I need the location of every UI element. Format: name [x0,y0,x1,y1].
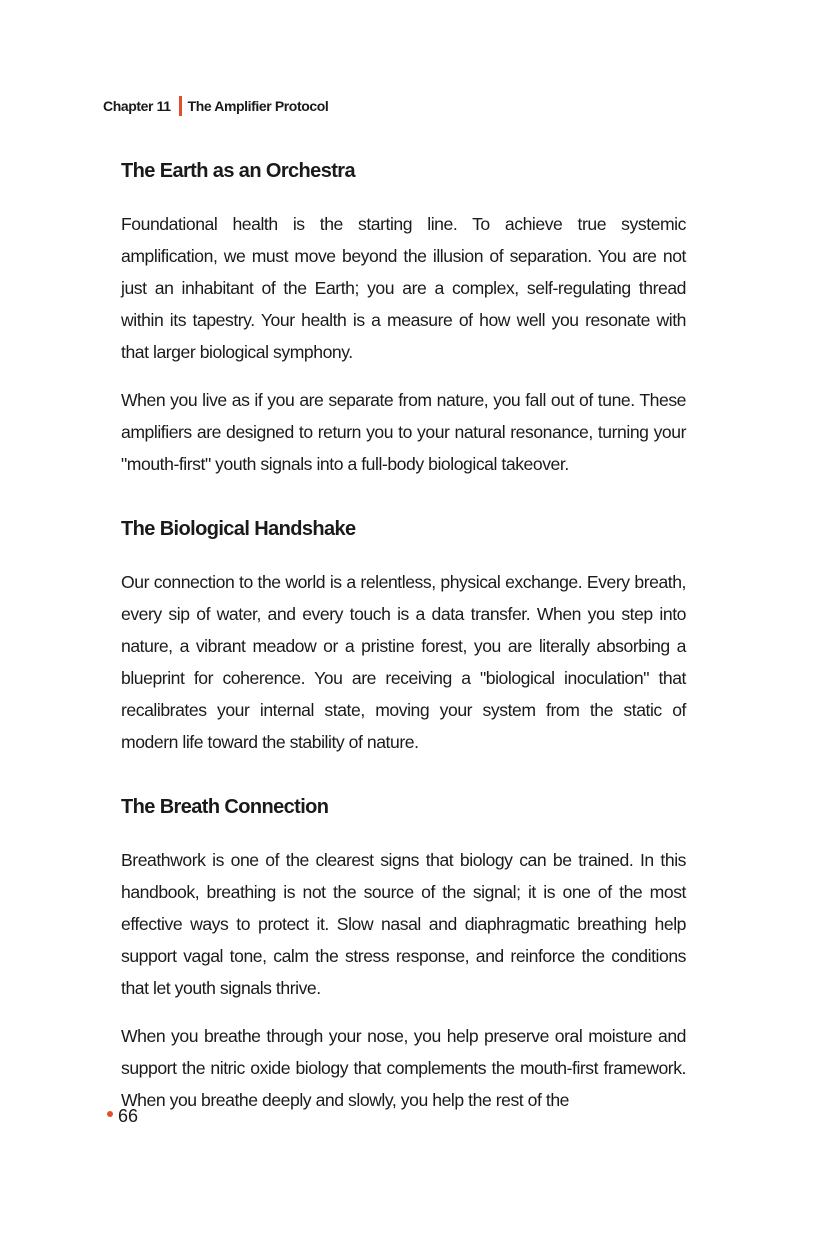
page-body [121,152,686,1116]
body-paragraph: When you breathe through your nose, you help preserve oral moisture and support the nitric oxide biology that complements the mouth-first framework. When you breathe deeply and slowly, you help the rest of the [121,1026,686,1110]
chapter-label: Chapter 11 [103,98,171,114]
running-head [103,96,328,116]
body-paragraph: When you live as if you are separate from nature, you fall out of tune. These amplifiers are designed to return you to your natural resonance, turning your "mouth-first" youth signals into a full-body biological takeover. [121,390,686,474]
page-number [107,1106,138,1127]
section-heading: The Earth as an Orchestra [121,160,355,182]
section-heading: The Biological Handshake [121,518,356,540]
accent-bar [179,96,182,116]
body-paragraph: Our connection to the world is a relentless, physical exchange. Every breath, every sip of water, and every touch is a data transfer. When you step into nature, a vibrant meadow or a pristine forest, you are literally absorbing a blueprint for coherence. You are receiving a "biological inoculation" that recalibrates your internal state, moving your system from the static of modern life toward the stability of nature. [121,572,686,752]
bullet-dot-icon [107,1111,113,1117]
body-paragraph: Breathwork is one of the clearest signs that biology can be trained. In this handbook, breathing is not the source of the signal; it is one of the most effective ways to protect it. Slow nasal and diaphragmatic breathing help support vagal tone, calm the stress response, and reinforce the conditions that let youth signals thrive. [121,850,686,998]
chapter-title: The Amplifier Protocol [187,98,329,114]
page-number-label: 66 [118,1106,139,1126]
section-heading: The Breath Connection [121,796,329,818]
body-paragraph: Foundational health is the starting line. To achieve true systemic amplification, we must move beyond the illusion of separation. You are not just an inhabitant of the Earth; you are a complex, self-regulating thread within its tapestry. Your health is a measure of how well you resonate with that larger biological symphony. [121,214,686,362]
